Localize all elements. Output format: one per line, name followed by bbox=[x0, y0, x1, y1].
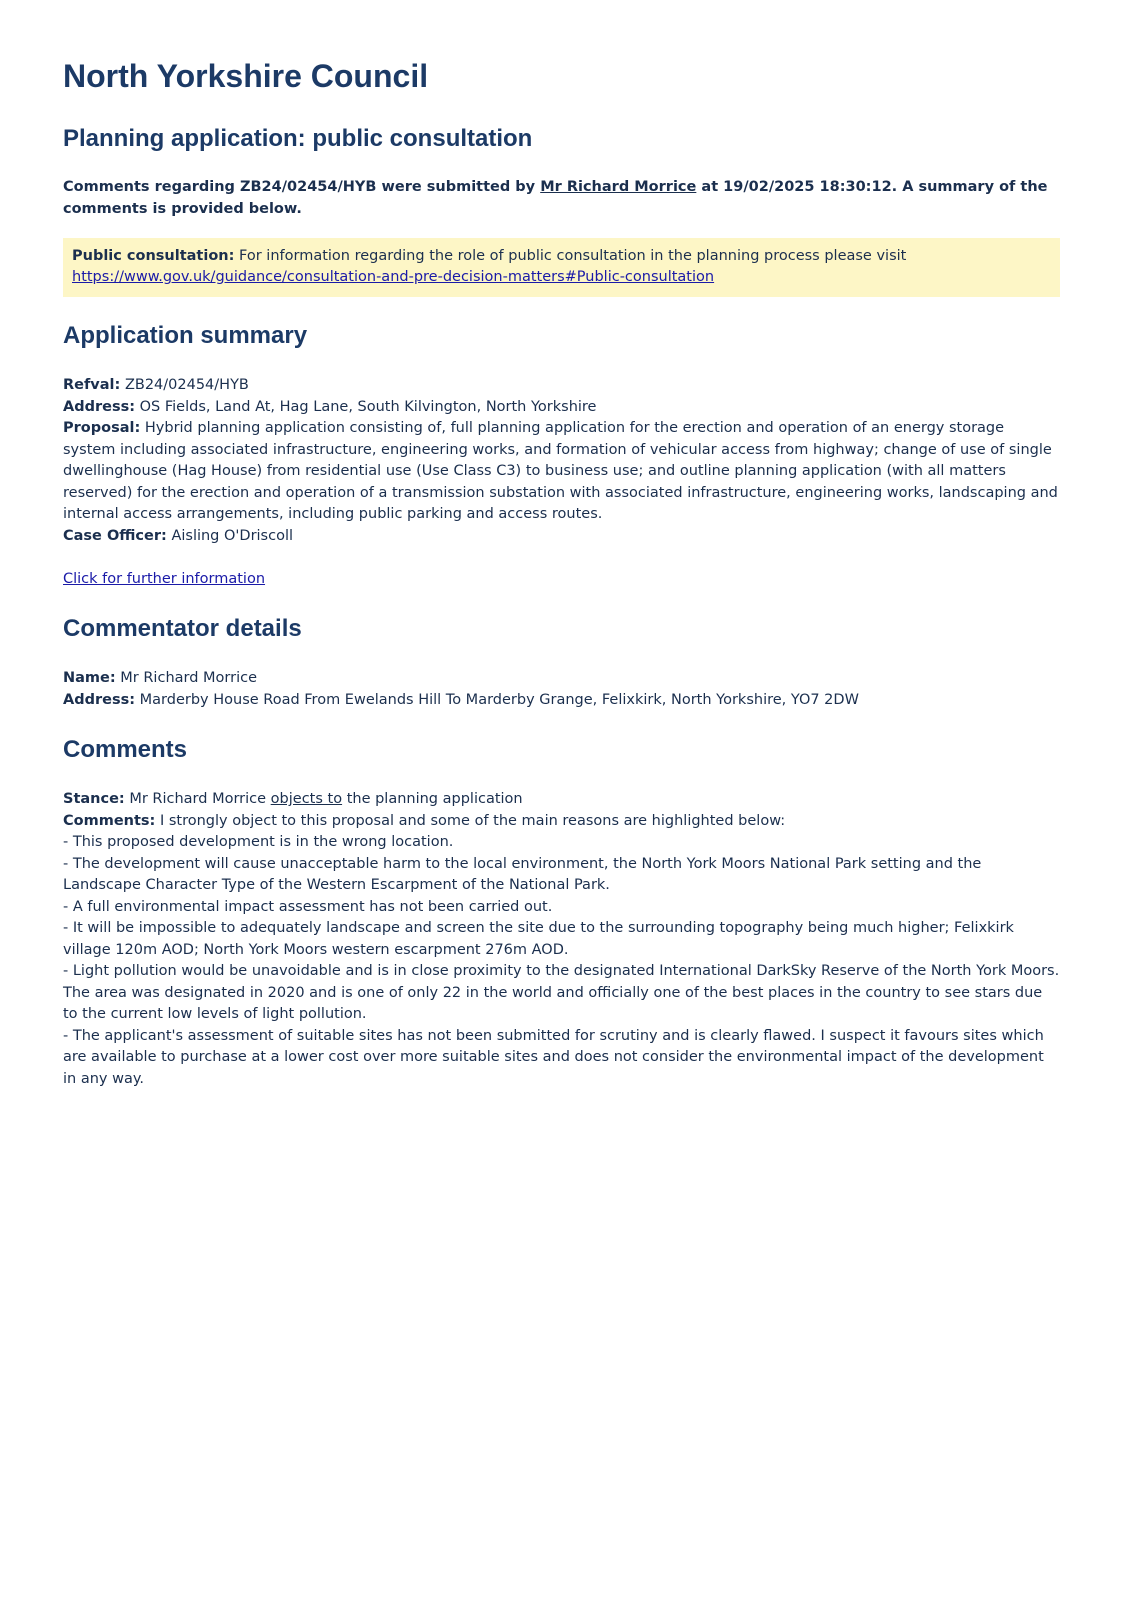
address-row bbox=[63, 397, 1060, 419]
comments-intro-row bbox=[63, 811, 1060, 833]
notice-text: For information regarding the role of public consultation in the planning process please visit bbox=[239, 248, 907, 264]
stance-row bbox=[63, 789, 1060, 811]
intro-prefix: Comments regarding ZB24/02454/HYB were submitted by bbox=[63, 179, 536, 195]
submitter-link[interactable]: Mr Richard Morrice bbox=[540, 179, 697, 195]
proposal-row bbox=[63, 418, 1060, 526]
comments-heading: Comments bbox=[63, 736, 188, 763]
intro-suffix: at 19/02/2025 18:30:12. A summary of the comments is provided below. bbox=[63, 179, 1048, 217]
refval-row bbox=[63, 375, 1060, 397]
comment-point: - Light pollution would be unavoidable and is in close proximity to the designated International DarkSky Reserve of the North York Moors. The area was designated in 2020 and is one of only 22 in the world and officially one of the best places in the country to see stars due to the current low levels of light pollution. bbox=[63, 963, 1060, 1022]
stance-label: Stance: bbox=[63, 791, 125, 807]
stance-name: Mr Richard Morrice bbox=[129, 791, 267, 807]
notice-label: Public consultation: bbox=[72, 248, 235, 264]
comment-point: - It will be impossible to adequately landscape and screen the site due to the surrounding topography being much higher; Felixkirk village 120m AOD; North York Moors western escarpment 276m AOD. bbox=[63, 920, 1014, 958]
comments-label: Comments: bbox=[63, 812, 156, 829]
comment-point: - A full environmental impact assessment has not been carried out. bbox=[63, 898, 553, 915]
address-value: OS Fields, Land At, Hag Lane, South Kilvington, North Yorkshire bbox=[139, 398, 597, 415]
application-summary bbox=[63, 375, 1060, 547]
commentator-name-label: Name: bbox=[63, 670, 116, 686]
commentator-heading: Commentator details bbox=[63, 615, 302, 642]
comment-point: - The applicant's assessment of suitable sites has not been submitted for scrutiny and is clearly flawed. I suspect it favours sites which are available to purchase at a lower cost over more suitable sites and does not consider the environmental impact of the development in any way. bbox=[63, 1027, 1044, 1087]
case-officer-row bbox=[63, 526, 1060, 548]
commentator-name-row bbox=[63, 668, 1060, 690]
commentator-name-value: Mr Richard Morrice bbox=[120, 670, 258, 686]
address-label: Address: bbox=[63, 398, 136, 415]
comment-point: - The development will cause unacceptable harm to the local environment, the North York Moors National Park setting and the Landscape Character Type of the Western Escarpment of the National Park. bbox=[63, 855, 982, 893]
intro-paragraph bbox=[63, 176, 1060, 220]
comments-intro: I strongly object to this proposal and some of the main reasons are highlighted below: bbox=[159, 812, 786, 829]
stance-suffix: the planning application bbox=[346, 791, 523, 807]
comment-point: - This proposed development is in the wrong location. bbox=[63, 834, 454, 850]
comments-block bbox=[63, 789, 1060, 1090]
case-officer-value: Aisling O'Driscoll bbox=[171, 527, 294, 544]
council-title: North Yorkshire Council bbox=[63, 58, 429, 94]
commentator-address-value: Marderby House Road From Ewelands Hill To Marderby Grange, Felixkirk, North Yorkshire, YO7 2DW bbox=[139, 691, 859, 708]
commentator-address-row bbox=[63, 690, 1060, 712]
further-info-row bbox=[63, 569, 1060, 590]
proposal-value: Hybrid planning application consisting of, full planning application for the erection and operation of an energy storage system including associated infrastructure, engineering works, and formation of vehicular access from highway; change of use of single dwellinghouse (Hag House) from residential use (Use Class C3) to business use; and outline planning application (with all matters reserved) for the erection and operation of a transmission substation with associated infrastructure, engineering works, landscaping and internal access arrangements, including public parking and access routes. bbox=[63, 420, 1058, 522]
stance-value: objects to bbox=[270, 791, 343, 807]
case-officer-label: Case Officer: bbox=[63, 527, 167, 544]
refval-label: Refval: bbox=[63, 377, 121, 393]
commentator-address-label: Address: bbox=[63, 691, 136, 708]
application-summary-heading: Application summary bbox=[63, 322, 308, 349]
page-subtitle: Planning application: public consultation bbox=[63, 125, 533, 152]
consultation-guidance-link[interactable]: https://www.gov.uk/guidance/consultation-and-pre-decision-matters#Public-consultation bbox=[72, 269, 715, 285]
proposal-label: Proposal: bbox=[63, 420, 141, 436]
further-info-link[interactable]: Click for further information bbox=[63, 571, 266, 587]
commentator-details bbox=[63, 668, 1060, 711]
public-consultation-notice bbox=[63, 238, 1060, 297]
refval-value: ZB24/02454/HYB bbox=[124, 377, 249, 393]
